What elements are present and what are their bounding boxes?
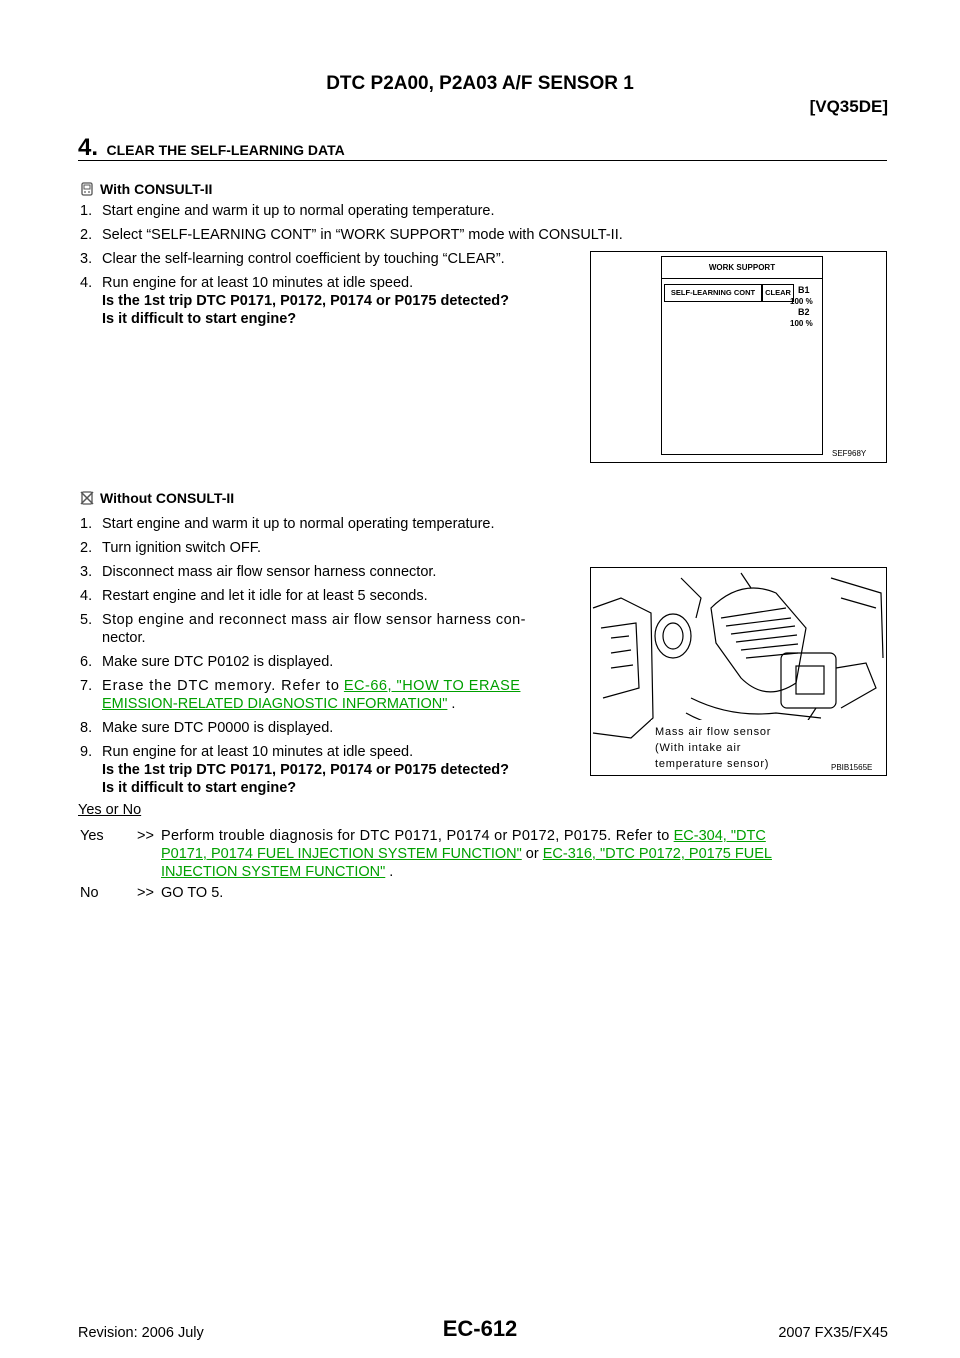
consult-heading-text: With CONSULT-II [100, 181, 213, 197]
consult-step-1: 1. Start engine and warm it up to normal operating temperature. [80, 203, 495, 219]
yes-key: Yes [80, 828, 104, 844]
ec304-link-cont[interactable]: P0171, P0174 FUEL INJECTION SYSTEM FUNCTION" [161, 846, 522, 862]
consult-screen [661, 256, 823, 455]
consult-heading [80, 181, 212, 197]
b1-label: B1 [798, 285, 810, 295]
noconsult-step-4: 4. Restart engine and let it idle for at least 5 seconds. [80, 588, 428, 604]
consult-question-2: Is it difficult to start engine? [102, 311, 297, 327]
maf-label-1: Mass air flow sensor [655, 726, 772, 738]
ec316-link-cont[interactable]: INJECTION SYSTEM FUNCTION" [161, 864, 386, 880]
noconsult-heading-text: Without CONSULT-II [100, 490, 235, 506]
b2-label: B2 [798, 307, 810, 317]
yes-action-cont-1: P0171, P0174 FUEL INJECTION SYSTEM FUNCTION" or EC-316, "DTC P0172, P0175 FUEL [161, 846, 772, 862]
step-title: CLEAR THE SELF-LEARNING DATA [106, 142, 345, 158]
no-action: GO TO 5. [161, 885, 224, 901]
erase-dtc-link-cont[interactable]: EMISSION-RELATED DIAGNOSTIC INFORMATION" [102, 696, 448, 712]
step-number: 4. [78, 134, 99, 161]
clear-button: CLEAR [762, 284, 794, 302]
maf-label-3: temperature sensor) [655, 758, 770, 770]
erase-dtc-link[interactable]: EC-66, "HOW TO ERASE [343, 678, 521, 694]
consult-step-2: 2. Select “SELF-LEARNING CONT” in “WORK SUPPORT” mode with CONSULT-II. [80, 227, 623, 243]
noconsult-step-2: 2. Turn ignition switch OFF. [80, 540, 262, 556]
b1-value: 100 % [790, 297, 813, 306]
ec316-link[interactable]: EC-316, "DTC P0172, P0175 FUEL [542, 846, 772, 862]
noconsult-step-7: 7. Erase the DTC memory. Refer to EC-66, "HOW TO ERASE [80, 678, 521, 694]
noconsult-step-7-cont: EMISSION-RELATED DIAGNOSTIC INFORMATION" . [102, 696, 456, 712]
yes-action: Perform trouble diagnosis for DTC P0171, P0174 or P0172, P0175. Refer to EC-304, "DTC [161, 828, 766, 844]
screen-title: WORK SUPPORT [708, 263, 776, 272]
consult-step-3: 3. Clear the self-learning control coefficient by touching “CLEAR”. [80, 251, 505, 267]
engine-code: [VQ35DE] [809, 97, 888, 116]
self-learning-item: SELF-LEARNING CONT [664, 284, 762, 302]
figure-code: SEF968Y [832, 449, 867, 458]
b2-value: 100 % [790, 319, 813, 328]
no-consult-icon [80, 491, 94, 505]
consult-question-1: Is the 1st trip DTC P0171, P0172, P0174 or P0175 detected? [102, 293, 509, 309]
noconsult-question-2: Is it difficult to start engine? [102, 780, 297, 796]
consult-step-4: 4. Run engine for at least 10 minutes at idle speed. [80, 275, 414, 291]
engine-bay-figure [590, 567, 887, 776]
noconsult-step-5: 5. Stop engine and reconnect mass air flow sensor harness con- [80, 612, 526, 628]
page-title: DTC P2A00, P2A03 A/F SENSOR 1 [326, 73, 634, 94]
heading-rule [78, 160, 887, 161]
noconsult-heading [80, 490, 234, 506]
noconsult-step-9: 9. Run engine for at least 10 minutes at idle speed. [80, 744, 414, 760]
no-key: No [80, 885, 99, 901]
ec304-link[interactable]: EC-304, "DTC [673, 828, 766, 844]
yes-action-cont-2: INJECTION SYSTEM FUNCTION" . [161, 864, 394, 880]
noconsult-step-1: 1. Start engine and warm it up to normal operating temperature. [80, 516, 495, 532]
maf-label-2: (With intake air [655, 742, 742, 754]
noconsult-question-1: Is the 1st trip DTC P0171, P0172, P0174 or P0175 detected? [102, 762, 509, 778]
work-support-figure [590, 251, 887, 463]
page-number: EC-612 [442, 1316, 518, 1341]
noconsult-step-8: 8. Make sure DTC P0000 is displayed. [80, 720, 334, 736]
noconsult-step-3: 3. Disconnect mass air flow sensor harness connector. [80, 564, 437, 580]
noconsult-step-6: 6. Make sure DTC P0102 is displayed. [80, 654, 334, 670]
yes-or-no-label: Yes or No [78, 802, 142, 818]
screen-divider [662, 278, 822, 279]
vehicle-model: 2007 FX35/FX45 [778, 1325, 888, 1341]
figure-code: PBIB1565E [831, 763, 873, 772]
consult-icon [80, 182, 94, 196]
revision-date: Revision: 2006 July [78, 1325, 204, 1341]
step-heading [78, 134, 345, 162]
yes-arrow: >> [137, 828, 154, 844]
noconsult-step-5-cont: nector. [102, 630, 146, 646]
no-arrow: >> [137, 885, 154, 901]
